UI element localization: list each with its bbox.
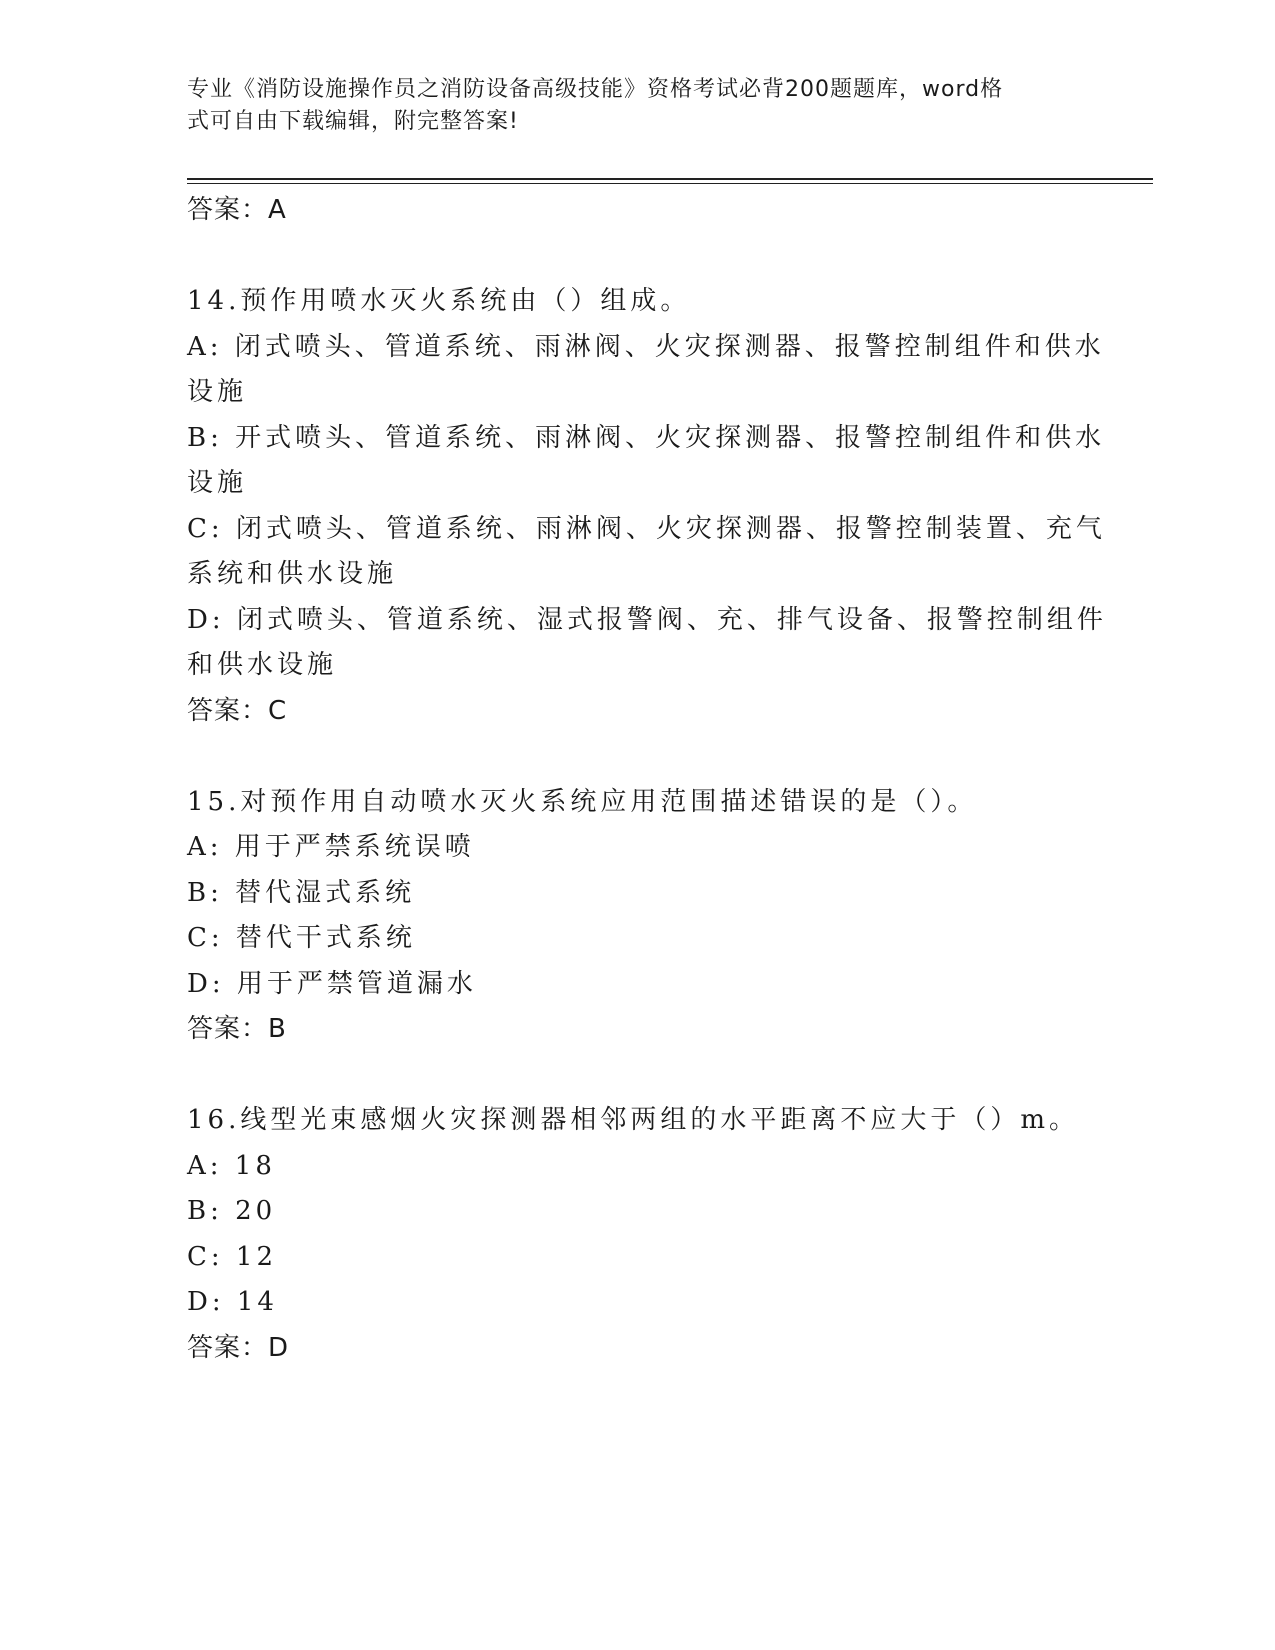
option-line: B: 替代湿式系统: [187, 877, 416, 908]
option-line: C: 12: [187, 1241, 278, 1272]
document-header: [187, 74, 1067, 138]
answer-line: 答案：D: [187, 1332, 290, 1363]
option-line: D: 14: [187, 1287, 278, 1317]
spacer: [187, 734, 1087, 780]
question-stem: 16.线型光束感烟火灾探测器相邻两组的水平距离不应大于（）m。: [187, 1105, 1080, 1135]
option-line: B: 20: [187, 1196, 277, 1226]
spacer: [187, 1053, 1087, 1099]
option-line: D: 用于严禁管道漏水: [187, 968, 477, 999]
option-line-cont: 系统和供水设施: [187, 559, 398, 589]
answer-line: 答案：C: [187, 695, 288, 726]
option-line: A: 闭式喷头、管道系统、雨淋阀、火灾探测器、报警控制组件和供水: [187, 331, 1105, 362]
question-stem: 15.对预作用自动喷水灭火系统应用范围描述错误的是（）。: [187, 786, 978, 817]
option-line: C: 替代干式系统: [187, 923, 416, 953]
header-line-2: 式可自由下载编辑，附完整答案!: [187, 109, 519, 134]
option-line-cont: 设施: [187, 377, 248, 407]
option-line: A: 用于严禁系统误喷: [187, 832, 475, 862]
answer-line: 答案：B: [187, 1014, 287, 1044]
answer-line: 答案：A: [187, 195, 287, 225]
question-stem: 14.预作用喷水灭火系统由（）组成。: [187, 286, 691, 316]
spacer: [187, 234, 1087, 280]
option-line: C: 闭式喷头、管道系统、雨淋阀、火灾探测器、报警控制装置、充气: [187, 513, 1106, 544]
option-line-cont: 设施: [187, 468, 248, 498]
option-line: A: 18: [187, 1150, 276, 1181]
option-line-cont: 和供水设施: [187, 650, 338, 680]
header-line-1: 专业《消防设施操作员之消防设备高级技能》资格考试必背200题题库，word格: [187, 77, 1004, 102]
option-line: B: 开式喷头、管道系统、雨淋阀、火灾探测器、报警控制组件和供水: [187, 422, 1106, 453]
question-list: [187, 188, 1107, 1371]
header-divider-thin: [187, 183, 1153, 184]
option-line: D: 闭式喷头、管道系统、湿式报警阀、充、排气设备、报警控制组件: [187, 604, 1107, 635]
header-divider-thick: [187, 178, 1153, 180]
